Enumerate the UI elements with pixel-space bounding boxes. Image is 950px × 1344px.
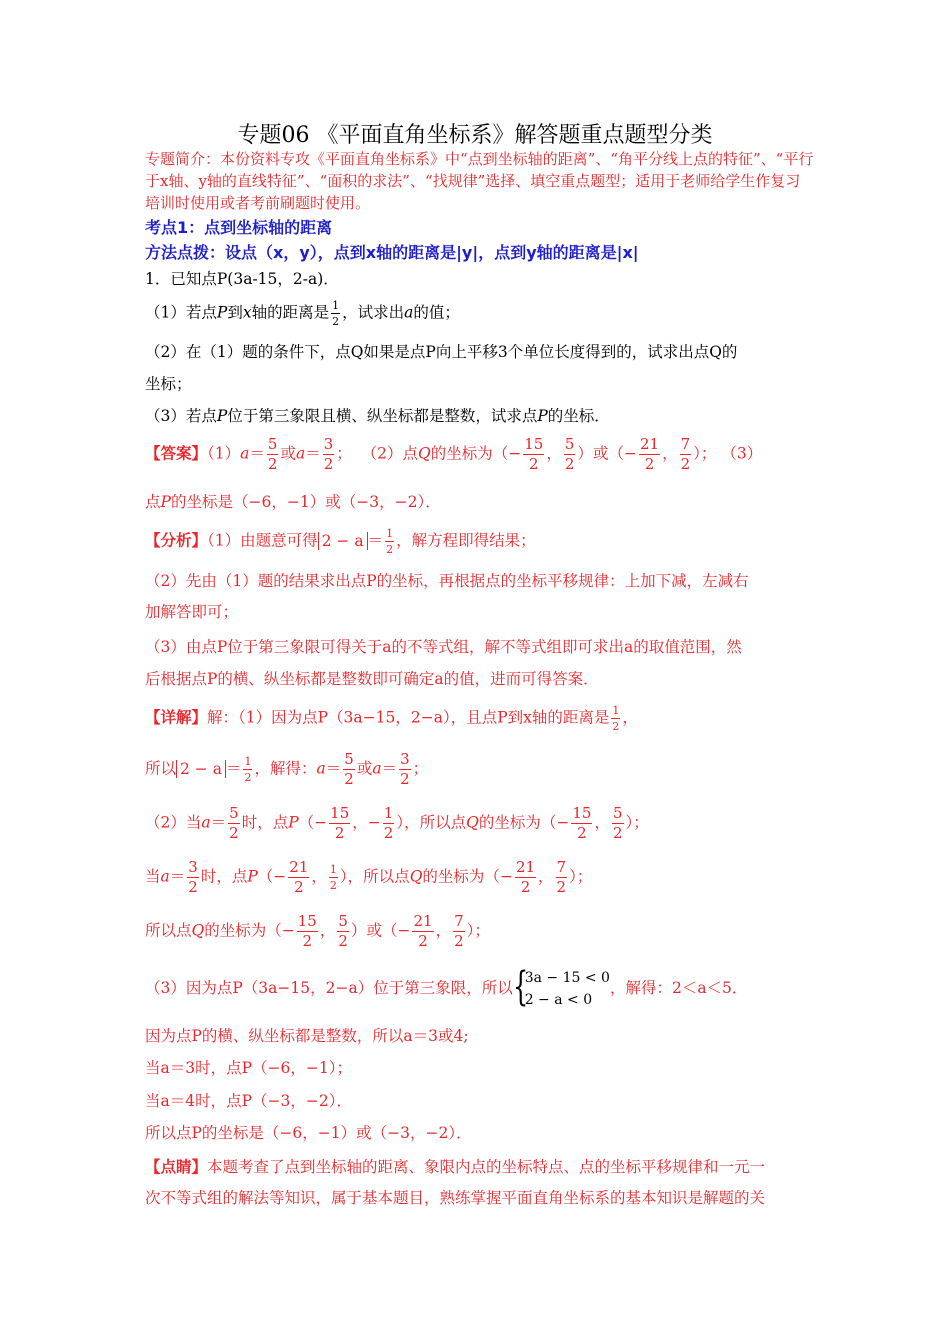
analysis-line-3: （3）由点P位于第三象限可得关于a的不等式组，解不等式组即可求出a的取值范围，然 <box>145 638 742 656</box>
detail-line-6: （3）因为点P（3a−15，2−a）位于第三象限，所以 { 3a − 15 < 0 2 − a < 0 ，解得：2＜a＜5． <box>145 964 748 1010</box>
method-tip: 方法点拨：设点（x，y），点到x轴的距离是|y|，点到y轴的距离是|x| <box>145 243 639 262</box>
detail-line-9: 当a＝4时，点P（−3，−2）． <box>145 1092 352 1110</box>
question-part-3: （3）若点P位于第三象限且横、纵坐标都是整数，试求点P的坐标． <box>145 407 610 425</box>
question-stem: 1．已知点P(3a-15，2-a)． <box>145 270 339 288</box>
detail-line-5: 所以点Q的坐标为（− $\frac{15}{2}$ ， $\frac{5}{2}$ ）或（− $\frac{21}{2}$ ， $\frac{7}{2}$ ）； <box>145 912 490 950</box>
question-part-2-cont: 坐标； <box>145 375 192 393</box>
detail-line-1: 【详解】解：（1）因为点P（3a−15，2−a），且点P到x轴的距离是 $\frac{1}{2}$ ， <box>145 704 638 733</box>
fraction: $\frac{1}{2}$ <box>332 299 340 328</box>
intro-paragraph: 专题简介：本份资料专攻《平面直角坐标系》中“点到坐标轴的距离”、“角平分线上点的特征”、“平行于x轴、y轴的直线特征”、“面积的求法”、“找规律”选择、填空重点题型；适用于老师给学生作复习培训时使用或者考前刷题时使用。 <box>145 150 814 212</box>
answer-line-2: 点P的坐标是（−6，−1）或（−3，−2）． <box>145 493 441 511</box>
page-title: 专题06 《平面直角坐标系》解答题重点题型分类 <box>237 123 713 148</box>
section-heading: 考点1：点到坐标轴的距离 <box>145 218 333 237</box>
detail-line-2: 所以 2 − a ＝ $\frac{1}{2}$ ，解得：a＝ $\frac{5}{2}$ 或a＝ $\frac{3}{2}$ ； <box>145 750 429 788</box>
answer-line-1: 【答案】（1）a＝ $\frac{5}{2}$ 或a＝ $\frac{3}{2}$ ； （2）点Q的坐标为（− $\frac{15}{2}$ ， $\frac{5}{2}$ ）或（− $\frac{21}{2}$ ， $\frac{7}{2}$ ）； （3） <box>145 435 763 473</box>
analysis-line-1: 【分析】（1）由题意可得 2 − a ＝ $\frac{1}{2}$ ，解方程即得结果； <box>145 527 536 556</box>
detail-line-7: 因为点P的横、纵坐标都是整数，所以a＝3或4; <box>145 1027 469 1045</box>
analysis-line-3-cont: 后根据点P的横、纵坐标都是整数即可确定a的值，进而可得答案． <box>145 670 599 688</box>
detail-line-8: 当a＝3时，点P（−6，−1）； <box>145 1059 352 1077</box>
analysis-line-2-cont: 加解答即可； <box>145 603 239 621</box>
question-part-2: （2）在（1）题的条件下，点Q如果是点P向上平移3个单位长度得到的，试求出点Q的 <box>145 343 738 361</box>
comment-line-2: 次不等式组的解法等知识，属于基本题目，熟练掌握平面直角坐标系的基本知识是解题的关 <box>145 1189 766 1207</box>
detail-line-4: 当a＝ $\frac{3}{2}$ 时，点P（− $\frac{21}{2}$ ， $\frac{1}{2}$ ），所以点Q的坐标为（− $\frac{21}{2}$ ， $\frac{7}{2}$ ）； <box>145 858 593 896</box>
inequality-system: { 3a − 15 < 0 2 − a < 0 <box>512 964 610 1010</box>
detail-line-10: 所以点P的坐标是（−6，−1）或（−3，−2）． <box>145 1124 472 1142</box>
comment-line-1: 【点睛】本题考查了点到坐标轴的距离、象限内点的坐标特点、点的坐标平移规律和一元一 <box>145 1157 766 1176</box>
analysis-line-2: （2）先由（1）题的结果求出点P的坐标，再根据点的坐标平移规律：上加下减，左减右 <box>145 572 749 590</box>
detail-line-3: （2）当a＝ $\frac{5}{2}$ 时，点P（− $\frac{15}{2}$ ，− $\frac{1}{2}$ ），所以点Q的坐标为（− $\frac{15}{2}$ ， $\frac{5}{2}$ ）； <box>145 804 649 842</box>
question-part-1: （1）若点P到x轴的距离是 $\frac{1}{2}$ ，试求出a的值； <box>145 299 460 328</box>
